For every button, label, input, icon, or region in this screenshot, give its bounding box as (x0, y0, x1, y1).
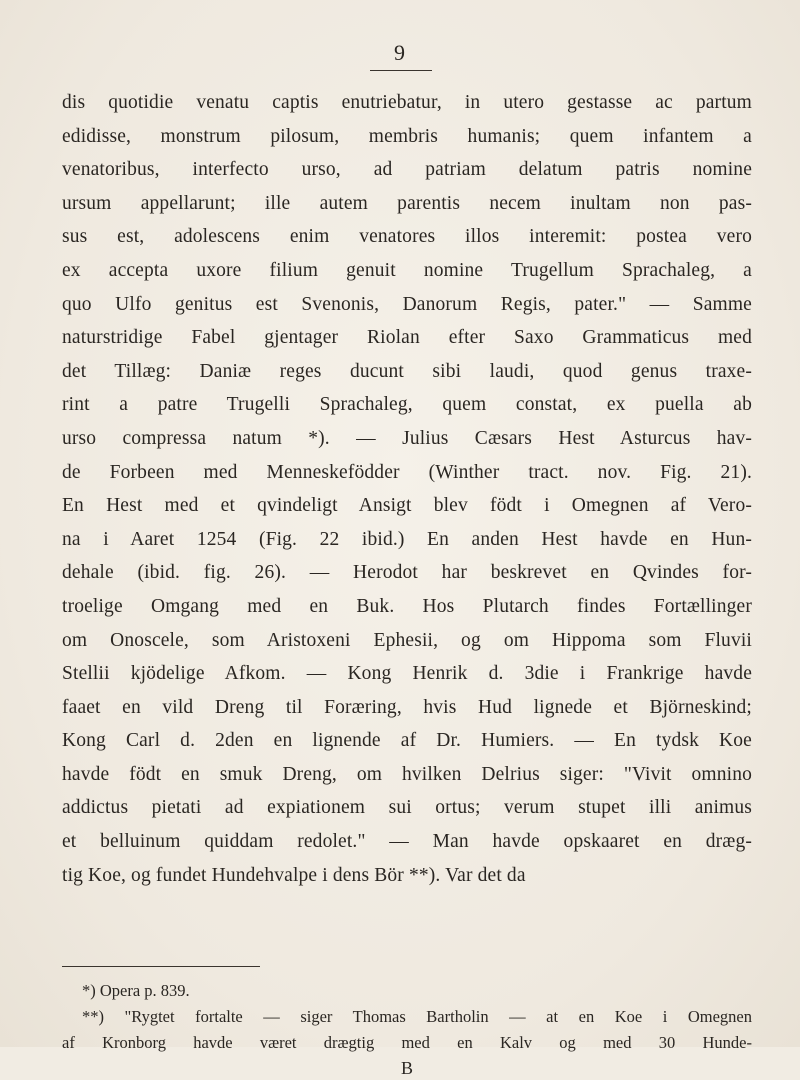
body-line: om Onoscele, som Aristoxeni Ephesii, og om Hippoma som Fluvii (62, 629, 752, 651)
page-number-underline (370, 70, 432, 71)
body-line: Stellii kjödelige Afkom. — Kong Henrik d. 3die i Frankrige havde (62, 663, 752, 685)
body-text (62, 86, 752, 892)
footnote-separator (62, 966, 260, 967)
body-line: havde födt en smuk Dreng, om hvilken Delrius siger: "Vivit omnino (62, 763, 752, 785)
body-line: venatoribus, interfecto urso, ad patriam delatum patris nomine (62, 159, 752, 181)
body-line: na i Aaret 1254 (Fig. 22 ibid.) En anden Hest havde en Hun- (62, 528, 752, 550)
footnote-line: **) "Rygtet fortalte — siger Thomas Bartholin — at en Koe i Omegnen (82, 1007, 752, 1026)
body-line: et belluinum quiddam redolet." — Man havde opskaaret en dræg- (62, 831, 752, 853)
body-line: troelige Omgang med en Buk. Hos Plutarch findes Fortællinger (62, 595, 752, 617)
body-line: det Tillæg: Daniæ reges ducunt sibi laudi, quod genus traxe- (62, 360, 752, 382)
footnotes (62, 978, 752, 1080)
body-line: Kong Carl d. 2den en lignende af Dr. Humiers. — En tydsk Koe (62, 730, 752, 752)
body-line: rint a patre Trugelli Sprachaleg, quem constat, ex puella ab (62, 394, 752, 416)
page-number: 9 (394, 40, 406, 65)
body-line: naturstridige Fabel gjentager Riolan efter Saxo Grammaticus med (62, 327, 752, 349)
body-line: addictus pietati ad expiationem sui ortus; verum stupet illi animus (62, 797, 752, 819)
body-line: ex accepta uxore filium genuit nomine Trugellum Sprachaleg, a (62, 259, 752, 281)
footnote-line: *) Opera p. 839. (82, 981, 190, 1000)
body-line: edidisse, monstrum pilosum, membris humanis; quem infantem a (62, 125, 752, 147)
body-line: faaet en vild Dreng til Foræring, hvis Hud lignede et Björneskind; (62, 696, 752, 718)
body-line: sus est, adolescens enim venatores illos interemit: postea vero (62, 226, 752, 248)
body-line: de Forbeen med Menneskefödder (Winther tract. nov. Fig. 21). (62, 461, 752, 483)
body-line: urso compressa natum *). — Julius Cæsars Hest Asturcus hav- (62, 427, 752, 449)
body-line: quo Ulfo genitus est Svenonis, Danorum Regis, pater." — Samme (62, 293, 752, 315)
body-line: En Hest med et qvindeligt Ansigt blev födt i Omegnen af Vero- (62, 495, 752, 517)
body-line: tig Koe, og fundet Hundehvalpe i dens Bör **). Var det da (62, 864, 526, 886)
body-line: dehale (ibid. fig. 26). — Herodot har beskrevet en Qvindes for- (62, 562, 752, 584)
body-line: dis quotidie venatu captis enutriebatur, in utero gestasse ac partum (62, 92, 752, 113)
body-line: ursum appellarunt; ille autem parentis necem inultam non pas- (62, 192, 752, 214)
signature-mark: B (400, 1058, 413, 1078)
footnote-line: af Kronborg havde været drægtig med en Kalv og med 30 Hunde- (62, 1033, 752, 1052)
